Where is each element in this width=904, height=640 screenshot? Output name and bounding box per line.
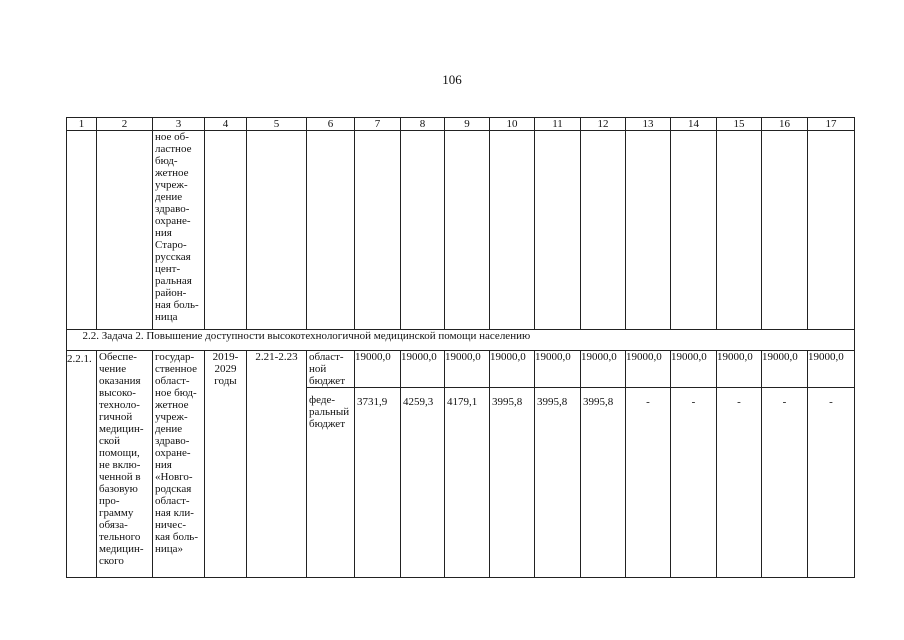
column-header: 11 xyxy=(535,118,581,131)
continued-row xyxy=(67,131,855,330)
activity-term: 2019- 2029 годы xyxy=(205,351,247,578)
table-cell xyxy=(355,131,401,330)
column-header: 13 xyxy=(626,118,671,131)
activity-number: 2.2.1. xyxy=(67,351,97,578)
budget-value: 3995,8 xyxy=(535,388,581,578)
table-cell xyxy=(205,131,247,330)
funding-source: феде- ральный бюджет xyxy=(307,388,355,578)
column-header: 3 xyxy=(153,118,205,131)
budget-value: 3995,8 xyxy=(490,388,535,578)
budget-value: 19000,0 xyxy=(490,351,535,388)
budget-value: 19000,0 xyxy=(581,351,626,388)
column-header: 16 xyxy=(762,118,808,131)
executor-continued: ное об- ластное бюд- жетное учреж- дение здраво- охране- ния Старо- русская цент- ральная район- ная боль- ница xyxy=(153,131,205,330)
budget-value: 3995,8 xyxy=(581,388,626,578)
budget-value: 19000,0 xyxy=(626,351,671,388)
column-header: 14 xyxy=(671,118,717,131)
column-header: 1 xyxy=(67,118,97,131)
column-header: 5 xyxy=(247,118,307,131)
activity-executor: государ- ственное област- ное бюд- жетное учреж- дение здраво- охране- ния «Новго- родская област- ная кли- ничес- кая боль- ница» xyxy=(153,351,205,578)
table-cell xyxy=(97,131,153,330)
task-row xyxy=(67,330,855,351)
table-cell xyxy=(445,131,490,330)
budget-value: - xyxy=(762,388,808,578)
table-cell xyxy=(581,131,626,330)
budget-value: 19000,0 xyxy=(671,351,717,388)
budget-value: 19000,0 xyxy=(355,351,401,388)
budget-value: - xyxy=(717,388,762,578)
data-row-regional xyxy=(67,351,855,388)
task-number: 2.2. xyxy=(82,330,99,342)
budget-value: 19000,0 xyxy=(762,351,808,388)
column-header: 6 xyxy=(307,118,355,131)
budget-value: - xyxy=(808,388,855,578)
header-row xyxy=(67,118,855,131)
column-header: 4 xyxy=(205,118,247,131)
funding-source: област- ной бюджет xyxy=(307,351,355,388)
task-cell xyxy=(67,330,855,351)
column-header: 9 xyxy=(445,118,490,131)
column-header: 17 xyxy=(808,118,855,131)
budget-value: 19000,0 xyxy=(808,351,855,388)
budget-value: - xyxy=(671,388,717,578)
table-cell xyxy=(307,131,355,330)
column-header: 15 xyxy=(717,118,762,131)
budget-table xyxy=(66,117,855,578)
table-cell xyxy=(808,131,855,330)
table-cell xyxy=(67,131,97,330)
budget-value: - xyxy=(626,388,671,578)
column-header: 7 xyxy=(355,118,401,131)
column-header: 10 xyxy=(490,118,535,131)
budget-value: 3731,9 xyxy=(355,388,401,578)
budget-value: 4179,1 xyxy=(445,388,490,578)
column-header: 12 xyxy=(581,118,626,131)
table-cell xyxy=(535,131,581,330)
budget-value: 19000,0 xyxy=(445,351,490,388)
table-cell xyxy=(762,131,808,330)
budget-value: 4259,3 xyxy=(401,388,445,578)
table-cell xyxy=(247,131,307,330)
column-header: 8 xyxy=(401,118,445,131)
table-cell xyxy=(490,131,535,330)
activity-name: Обеспе- чение оказания высоко- техноло- гичной медицин- ской помощи, не вклю- ченной в базовую про- грамму обяза- тельного медицин- ского xyxy=(97,351,153,578)
budget-value: 19000,0 xyxy=(535,351,581,388)
table-cell xyxy=(717,131,762,330)
budget-value: 19000,0 xyxy=(401,351,445,388)
column-header: 2 xyxy=(97,118,153,131)
target-indicators: 2.21-2.23 xyxy=(247,351,307,578)
page-number: 106 xyxy=(442,72,462,87)
table-cell xyxy=(671,131,717,330)
task-title: Задача 2. Повышение доступности высокотехнологичной медицинской помощи населению xyxy=(101,330,531,342)
budget-value: 19000,0 xyxy=(717,351,762,388)
table-cell xyxy=(626,131,671,330)
table-cell xyxy=(401,131,445,330)
